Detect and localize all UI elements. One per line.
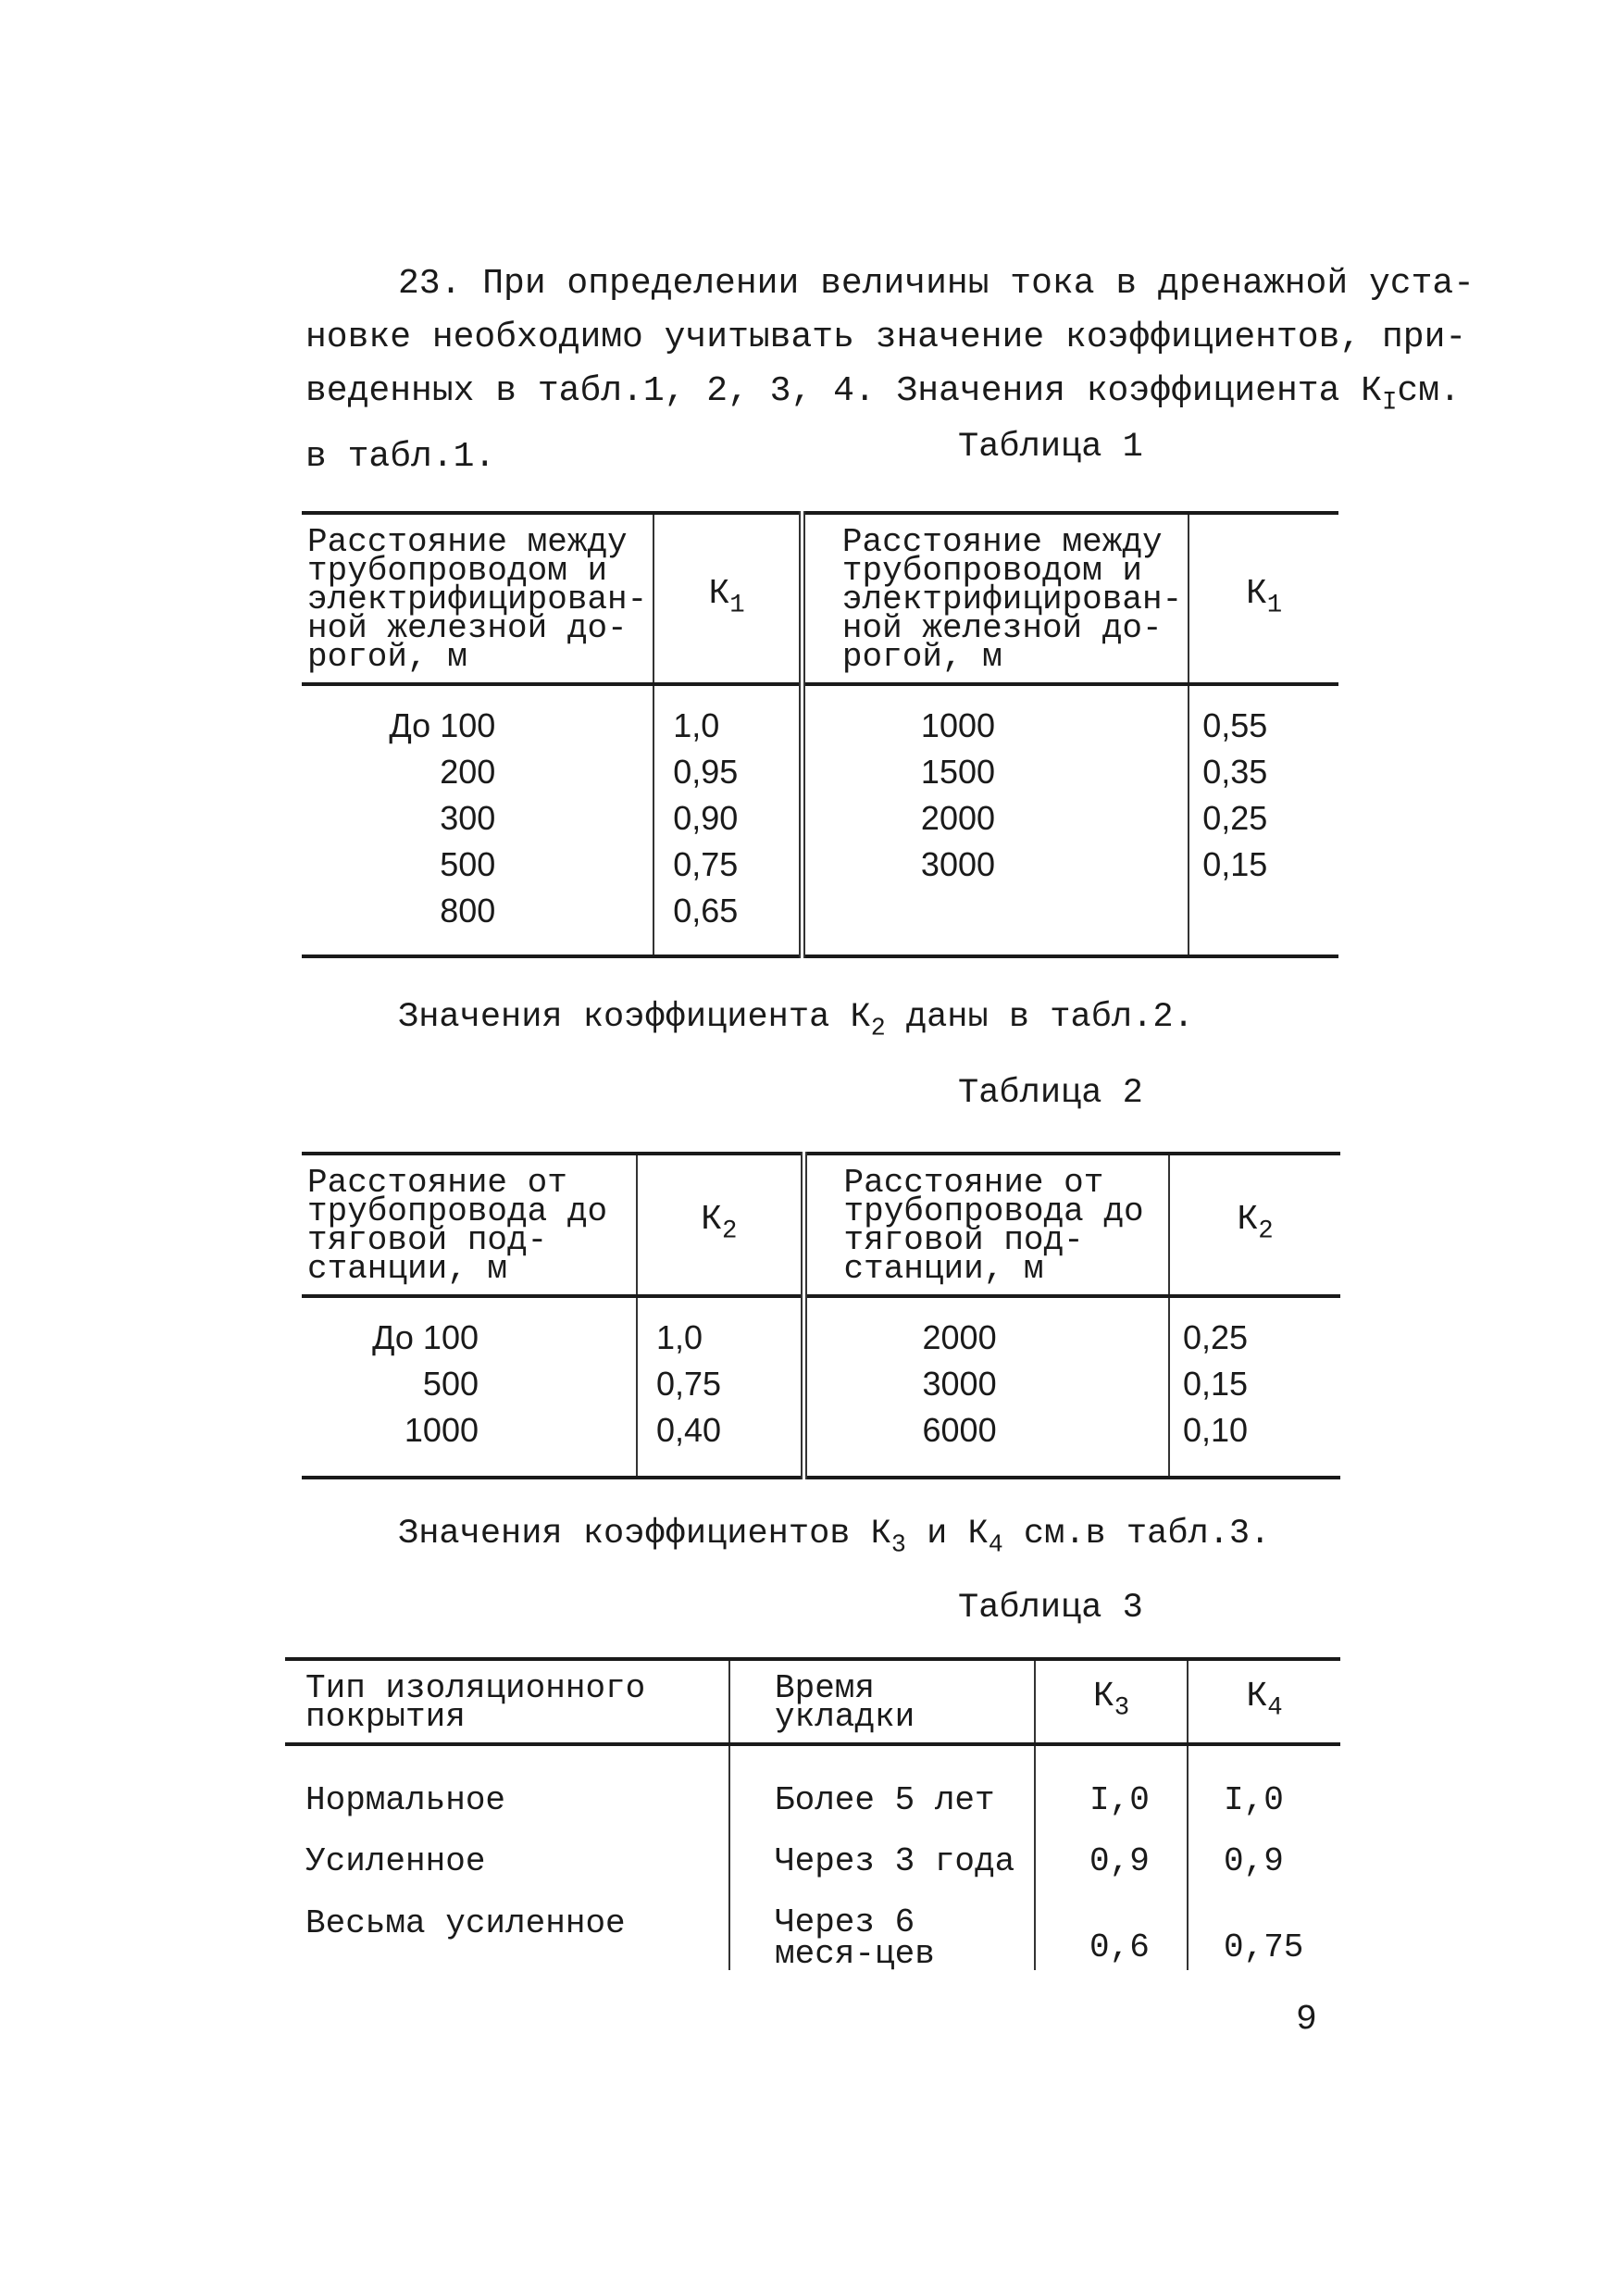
table2-header-k-right — [1169, 1154, 1340, 1296]
table3-row3-time: Через 6 меся-цев — [729, 1892, 1035, 1970]
table2-header-distance-left: Расстояние от трубопровода до тяговой под-станции, м — [302, 1154, 637, 1296]
table1-row1-k-right: 0,55 — [1202, 706, 1268, 744]
page-number: 9 — [1296, 2000, 1317, 2040]
table1-row1-distance-right: 1000 — [802, 703, 1189, 749]
table2-row2-k-left: 0,75 — [637, 1361, 803, 1407]
table-row — [302, 795, 1338, 842]
note3-after: см.в табл.3. — [1002, 1515, 1271, 1554]
table3-row1-k3: I,0 — [1035, 1770, 1188, 1831]
table1-row3-k-right: 0,25 — [1202, 799, 1268, 837]
table3-header-k4 — [1188, 1659, 1340, 1744]
table1-row4-distance-right: 3000 — [802, 842, 1189, 888]
table-row — [302, 1361, 1340, 1407]
table3-row1-k4: I,0 — [1224, 1781, 1284, 1819]
table1-row3-distance-right: 2000 — [802, 795, 1189, 842]
table3-row2-k4: 0,9 — [1224, 1842, 1284, 1880]
table-row — [302, 703, 1338, 749]
table2-header-k-right-letter: К — [1237, 1200, 1259, 1241]
table3-header-k4-letter: К — [1246, 1677, 1268, 1717]
table-row — [285, 1831, 1340, 1892]
table3-row3-k3: 0,6 — [1035, 1892, 1188, 1970]
intro-line-2: новке необходимо учитывать значение коэффициентов, при- — [305, 318, 1467, 357]
table3-row1-type: Нормальное — [285, 1770, 729, 1831]
intro-paragraph — [305, 257, 1475, 484]
table1-caption: Таблица 1 — [958, 428, 1143, 467]
table2-header-distance-right: Расстояние от трубопровода до тяговой под-станции, м — [803, 1154, 1169, 1296]
note2-after: даны в табл.2. — [885, 998, 1194, 1037]
table2-row2-distance-right: 3000 — [803, 1361, 1169, 1407]
note3-sub1: 3 — [890, 1530, 906, 1559]
table1-row5-distance-left: 800 — [302, 888, 653, 956]
table1-header-k-left-sub: 1 — [729, 591, 745, 620]
table1-row2-k-right: 0,35 — [1202, 753, 1268, 791]
table1-row5-empty-right — [802, 888, 1189, 956]
table1-row1-distance-left: До 100 — [302, 703, 653, 749]
table1-header-k-right — [1189, 513, 1338, 684]
table3-header-row — [285, 1659, 1340, 1744]
note3-mid: и К — [905, 1515, 989, 1554]
intro-line-4: в табл.1. — [305, 436, 496, 477]
note2-sub: 2 — [870, 1014, 886, 1042]
table3-header-k3 — [1035, 1659, 1188, 1744]
note2-before: Значения коэффициента К — [398, 998, 871, 1037]
table1-row5-k-left: 0,65 — [653, 888, 802, 956]
table3 — [285, 1657, 1340, 1973]
table3-header-k3-sub: 3 — [1114, 1693, 1130, 1723]
table2-row3-k-right: 0,10 — [1169, 1407, 1340, 1478]
table2-row1-distance-left: До 100 — [302, 1315, 637, 1361]
table2-header-k-right-sub: 2 — [1258, 1217, 1274, 1246]
table1-header-distance-right: Расстояние между трубопроводом и электрифицирован-ной железной до-рогой, м — [802, 513, 1189, 684]
table1 — [302, 511, 1338, 958]
table3-header-k3-letter: К — [1092, 1677, 1114, 1717]
table-row — [302, 888, 1338, 956]
table-row — [302, 1407, 1340, 1478]
table1-row1-k-left: 1,0 — [653, 703, 802, 749]
table1-header-k-right-sub: 1 — [1266, 591, 1283, 620]
table2-row2-distance-left: 500 — [302, 1361, 637, 1407]
table1-row3-distance-left: 300 — [302, 795, 653, 842]
note3-sub2: 4 — [988, 1530, 1003, 1559]
table1-row2-k-left: 0,95 — [653, 749, 802, 795]
table1-row4-k-left: 0,75 — [653, 842, 802, 888]
table-row — [285, 1892, 1340, 1970]
table2 — [302, 1152, 1340, 1479]
table3-header-time: Время укладки — [729, 1659, 1035, 1744]
table-row — [302, 842, 1338, 888]
note3-before: Значения коэффициентов К — [398, 1515, 891, 1554]
table2-row3-k-left: 0,40 — [637, 1407, 803, 1478]
table2-caption: Таблица 2 — [958, 1074, 1143, 1113]
table1-header-k-right-letter: К — [1245, 573, 1267, 614]
table3-row1-time: Более 5 лет — [729, 1770, 1035, 1831]
table1-row3-k-left: 0,90 — [653, 795, 802, 842]
table1-header-distance-left: Расстояние между трубопроводом и электрифицирован-ной железной до-рогой, м — [302, 513, 653, 684]
table3-header-type: Тип изоляционного покрытия — [285, 1659, 729, 1744]
table1-row5-empty-k — [1189, 888, 1338, 956]
table3-row3-type: Весьма усиленное — [285, 1892, 729, 1970]
table1-row2-distance-right: 1500 — [802, 749, 1189, 795]
table2-row2-k-right: 0,15 — [1183, 1365, 1249, 1403]
table2-header-k-left-sub: 2 — [721, 1217, 738, 1246]
table1-header-row — [302, 513, 1338, 684]
table2-row1-k-left: 1,0 — [637, 1315, 803, 1361]
table3-intro-note — [398, 1515, 1270, 1558]
table3-header-k4-sub: 4 — [1267, 1693, 1283, 1723]
table1-row2-distance-left: 200 — [302, 749, 653, 795]
table1-row4-distance-left: 500 — [302, 842, 653, 888]
table-row — [285, 1770, 1340, 1831]
table1-row4-k-right: 0,15 — [1202, 845, 1268, 883]
intro-k-subscript: I — [1382, 388, 1398, 418]
table1-header-k-left — [653, 513, 802, 684]
table-row — [302, 749, 1338, 795]
table2-header-k-left-letter: К — [701, 1200, 722, 1241]
table3-row2-k3: 0,9 — [1035, 1831, 1188, 1892]
table3-row3-k4: 0,75 — [1224, 1928, 1304, 1966]
table2-row1-k-right: 0,25 — [1183, 1318, 1249, 1356]
table-row — [302, 1315, 1340, 1361]
intro-line-1: 23. При определении величины тока в дренажной уста- — [398, 264, 1475, 304]
intro-line-3-text: веденных в табл.1, 2, 3, 4. Значения коэффициента К — [305, 371, 1382, 411]
table2-intro-note — [398, 998, 1194, 1042]
intro-line-3 — [305, 365, 1461, 430]
table2-row3-distance-right: 6000 — [803, 1407, 1169, 1478]
table1-header-k-left-letter: К — [708, 573, 730, 614]
table3-row2-time: Через 3 года — [729, 1831, 1035, 1892]
table3-caption: Таблица 3 — [958, 1589, 1143, 1628]
table2-header-row — [302, 1154, 1340, 1296]
table2-row1-distance-right: 2000 — [803, 1315, 1169, 1361]
table3-row2-type: Усиленное — [285, 1831, 729, 1892]
intro-k-suffix: см. — [1397, 371, 1461, 411]
table2-row3-distance-left: 1000 — [302, 1407, 637, 1478]
table2-header-k-left — [637, 1154, 803, 1296]
